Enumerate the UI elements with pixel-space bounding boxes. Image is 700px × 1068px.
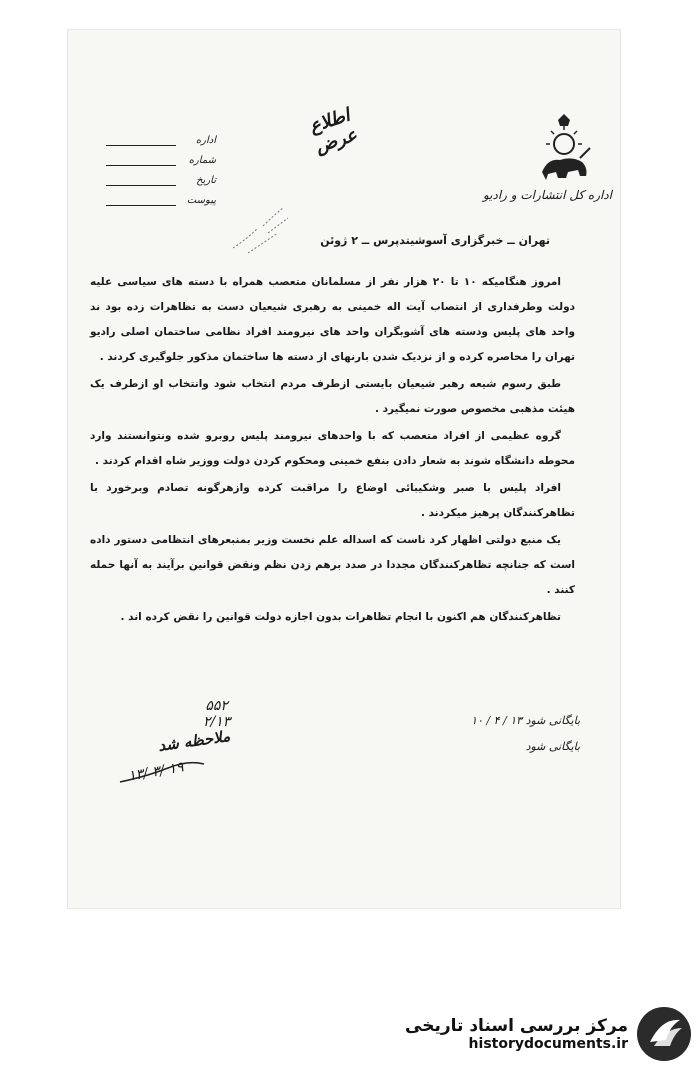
form-row-number xyxy=(106,146,216,166)
form-row-attachment xyxy=(106,186,216,206)
brand-logo-icon xyxy=(636,1006,692,1062)
note-line: بایگانی شود ۱۳ / ۴ / ۱۰ xyxy=(471,714,580,727)
note-line: ۵۵۲ xyxy=(205,698,228,714)
paragraph: تظاهرکنندگان هم اکنون با انجام تظاهرات بدون اجازه دولت قوانین را نقض کرده اند . xyxy=(120,611,561,623)
pencil-marks-icon xyxy=(228,198,308,258)
paragraph: امروز هنگامیکه ۱۰ تا ۲۰ هزار نفر از مسلمانان متعصب همراه با دسته های سیاسی علیه دولت وطرفداری از انتصاب آیت اله خمینی به رهبری شیعیان دست به تظاهرات زده بود ند واحد های پلیس ودسته های آشوبگران واحد های نیرومند افراد نظامی ساختمان اصلی رادیو تهران را محاصره کرده و از نزدیک شدن بارنهای از دسته ها ساختمان مذکور جلوگیری کردند . xyxy=(90,276,575,363)
document-page xyxy=(68,30,620,908)
brand-name: مرکز بررسی اسناد تاریخی xyxy=(405,1016,628,1036)
handwritten-note-right xyxy=(380,708,580,760)
form-label-office: اداره xyxy=(195,135,216,146)
watermark-brand xyxy=(405,1006,692,1062)
paragraph: یک منبع دولتی اظهار کرد ناست که اسداله علم نخست وزیر بمنبعرهای انتظامی دستور داده است که جنانچه تظاهرکنندگان مجددا در صدد برهم زدن نظم ونقض قوانین برآیند به آنها حمله کنند . xyxy=(90,534,575,596)
lion-and-sun-emblem-icon xyxy=(534,114,594,184)
dateline: تهران ــ خبرگزاری آسوشیتدپرس ــ ۲ ژوئن xyxy=(320,234,550,247)
paragraph: افراد پلیس با صبر وشکیبائی اوضاع را مراقبت کرده وازهرگونه تصادم وبرخورد با تظاهرکنندگان پرهیز میکردند . xyxy=(90,482,575,519)
form-label-number: شماره xyxy=(188,155,216,166)
form-label-attachment: پیوست xyxy=(186,195,216,206)
form-row-date xyxy=(106,166,216,186)
handwritten-note-middle xyxy=(203,698,230,730)
brand-url[interactable]: historydocuments.ir xyxy=(468,1036,628,1052)
note-line: ۲/۱۳ xyxy=(203,714,231,730)
paragraph: طبق رسوم شیعه رهبر شیعیان بایستی ازطرف مردم انتخاب شود وانتخاب او ازطرف یک هیئت مذهبی مخصوص صورت نمیگیرد . xyxy=(90,378,575,415)
paragraph: گروه عظیمی از افراد متعصب که با واحدهای نیرومند پلیس روبرو شده ونتوانستند وارد محوطه دانشگاه شوند به شعار دادن بنفع خمینی ومحکوم کردن دولت ووزیر شاه اقدام کردند . xyxy=(90,430,575,467)
note-signature: ملاحظه شد xyxy=(157,727,232,755)
note-date: ۱۳/ ۳/ ۱۹ xyxy=(127,759,185,785)
handwritten-note-left xyxy=(118,727,238,800)
brand-text xyxy=(405,1016,628,1052)
handwritten-stamp: اطلاع عرض xyxy=(307,104,360,158)
form-row-office xyxy=(106,126,216,146)
letterhead-form xyxy=(106,126,216,206)
document-body xyxy=(90,270,575,632)
organization-name: اداره کل انتشارات و رادیو xyxy=(482,188,612,202)
form-label-date: تاریخ xyxy=(196,175,216,186)
note-line: بایگانی شود xyxy=(525,740,580,753)
